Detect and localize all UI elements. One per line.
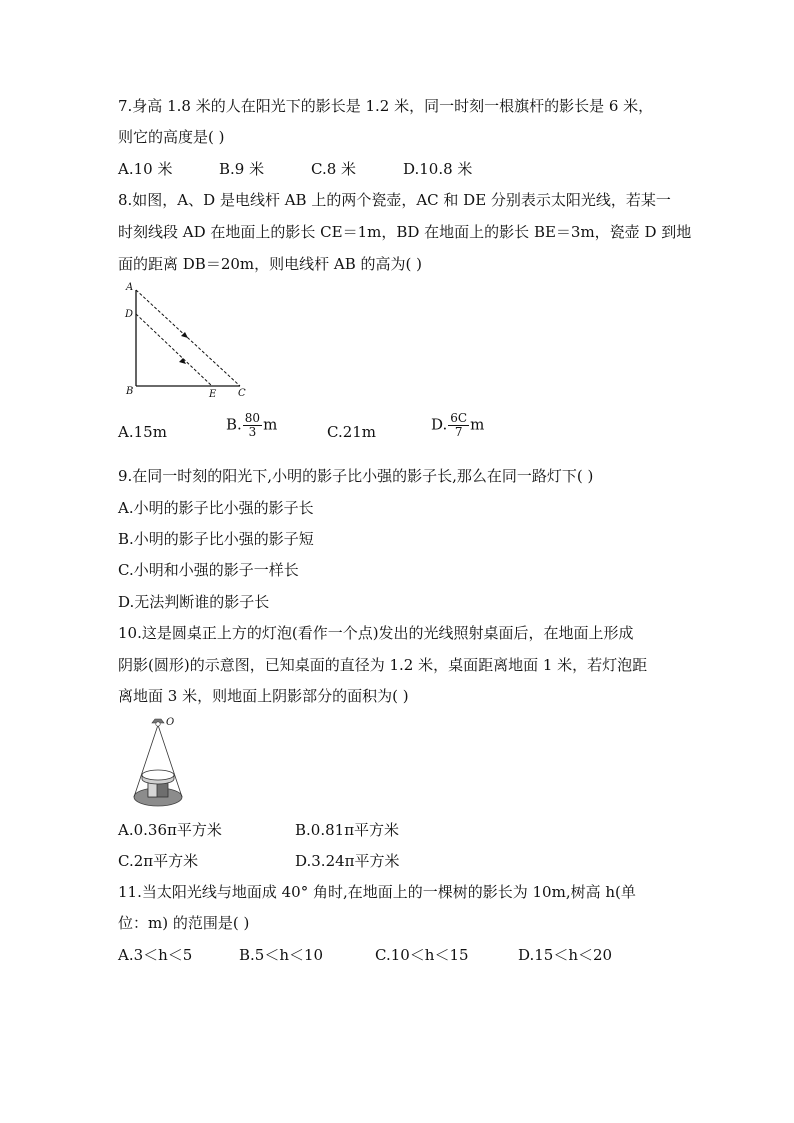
q9-stem-line1: 9.在同一时刻的阳光下,小明的影子比小强的影子长,那么在同一路灯下( ) <box>118 467 594 485</box>
q10-option-a: A.0.36π平方米 <box>118 821 222 839</box>
lamp-bulb <box>156 722 160 726</box>
q8-option-c: C.21m <box>327 423 377 441</box>
q8-option-d-numerator: 6C <box>450 411 468 425</box>
q9-option-d: D.无法判断谁的影子长 <box>118 593 270 611</box>
q8-option-a: A.15m <box>118 423 167 441</box>
label-c: C <box>238 388 246 399</box>
q10-stem-line1: 10.这是圆桌正上方的灯泡(看作一个点)发出的光线照射桌面后，在地面上形成 <box>118 624 634 642</box>
q11-option-d: D.15＜h＜20 <box>518 946 613 964</box>
q8-option-b-numerator: 80 <box>244 411 261 425</box>
label-d: D <box>125 309 134 320</box>
q7-stem-line1: 7.身高 1.8 米的人在阳光下的影长是 1.2 米，同一时刻一根旗杆的影长是 6 米， <box>118 97 654 115</box>
q9-option-b: B.小明的影子比小强的影子短 <box>118 530 314 548</box>
label-b: B <box>126 386 134 397</box>
label-o: O <box>166 717 175 728</box>
q8-option-b-fraction <box>243 412 262 439</box>
q8-stem-line2: 时刻线段 AD 在地面上的影长 CE＝1m，BD 在地面上的影长 BE＝3m，瓷壶 D 到地 <box>118 223 692 241</box>
q7-option-c: C.8 米 <box>311 160 357 178</box>
q11-option-b: B.5＜h＜10 <box>239 946 324 964</box>
q11-stem-line1: 11.当太阳光线与地面成 40° 角时,在地面上的一棵树的影长为 10m,树高 h(单 <box>118 883 636 901</box>
q11-option-c: C.10＜h＜15 <box>375 946 469 964</box>
q9-option-c: C.小明和小强的影子一样长 <box>118 561 299 579</box>
q7-option-b: B.9 米 <box>219 160 265 178</box>
q11-option-a: A.3＜h＜5 <box>118 946 193 964</box>
q10-stem-line3: 离地面 3 米，则地面上阴影部分的面积为( ) <box>118 687 409 705</box>
q7-stem-line2: 则它的高度是( ) <box>118 128 225 146</box>
q8-pole-shadow-figure <box>118 280 258 402</box>
q8-option-b-denominator: 3 <box>248 425 257 439</box>
q8-option-b <box>226 412 277 439</box>
q8-stem-line3: 面的距离 DB＝20m，则电线杆 AB 的高为( ) <box>118 255 422 273</box>
q10-option-d: D.3.24π平方米 <box>295 852 400 870</box>
q10-stem-line2: 阴影(圆形)的示意图，已知桌面的直径为 1.2 米，桌面距离地面 1 米，若灯泡距 <box>118 656 648 674</box>
q8-option-d-fraction <box>448 412 469 439</box>
q9-option-a: A.小明的影子比小强的影子长 <box>118 499 314 517</box>
q8-option-d-unit: m <box>470 415 485 434</box>
q7-option-a: A.10 米 <box>118 160 173 178</box>
q8-option-b-unit: m <box>263 415 278 434</box>
q8-option-b-prefix: B. <box>226 415 242 434</box>
label-a: A <box>126 282 134 293</box>
q8-option-d <box>431 412 484 439</box>
label-e: E <box>209 389 217 400</box>
q10-option-c: C.2π平方米 <box>118 852 199 870</box>
q8-stem-line1: 8.如图，A、D 是电线杆 AB 上的两个瓷壶，AC 和 DE 分别表示太阳光线，若某一 <box>118 191 671 209</box>
q7-option-d: D.10.8 米 <box>403 160 473 178</box>
q8-option-d-prefix: D. <box>431 415 448 434</box>
q8-option-d-denominator: 7 <box>454 425 463 439</box>
q10-lamp-table-figure <box>126 713 196 811</box>
q10-option-b: B.0.81π平方米 <box>295 821 400 839</box>
q11-stem-line2: 位：m) 的范围是( ) <box>118 914 250 932</box>
table-top <box>142 770 174 780</box>
